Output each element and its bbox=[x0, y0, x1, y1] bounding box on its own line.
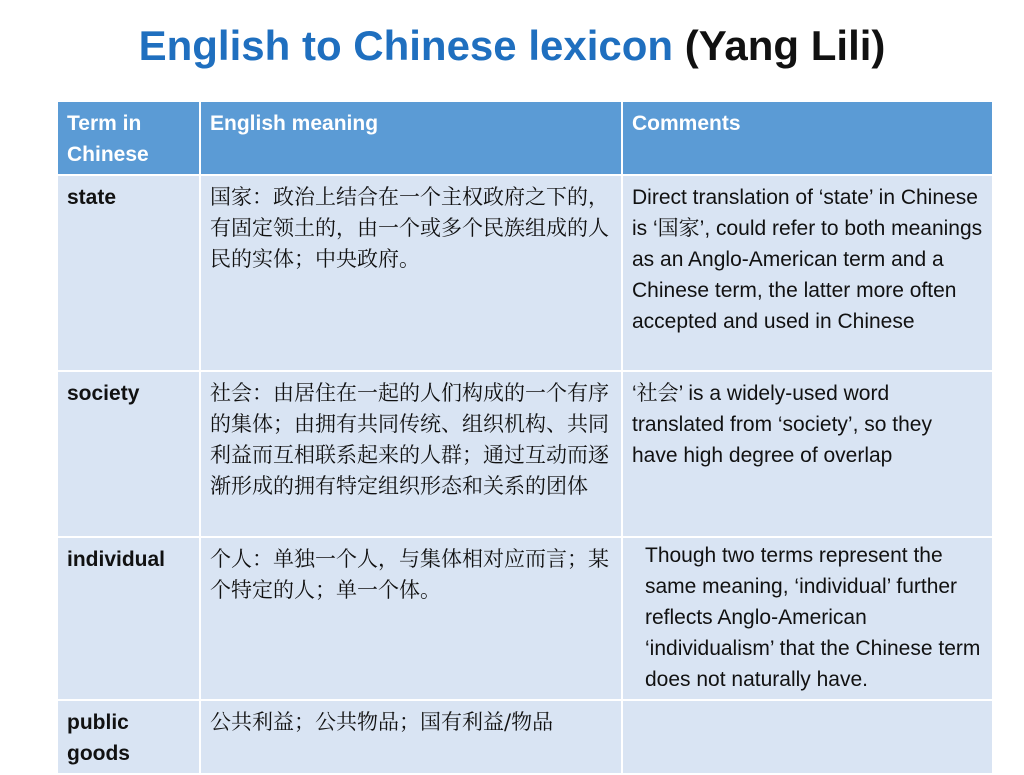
table-row bbox=[57, 700, 993, 774]
comment-cell: Though two terms represent the same meaning, ‘individual’ further reflects Anglo-American ‘individualism’ that the Chinese term does not naturally have. bbox=[622, 537, 993, 700]
title-author: (Yang Lili) bbox=[684, 22, 886, 69]
term-cell: public goods bbox=[57, 700, 200, 774]
meaning-cell: 个人：单独一个人，与集体相对应而言；某个特定的人；单一个体。 bbox=[200, 537, 622, 700]
table-row bbox=[57, 537, 993, 700]
comment-cell bbox=[622, 700, 993, 774]
meaning-cell: 国家：政治上结合在一个主权政府之下的，有固定领土的，由一个或多个民族组成的人民的实体；中央政府。 bbox=[200, 175, 622, 371]
term-cell: individual bbox=[57, 537, 200, 700]
term-cell: state bbox=[57, 175, 200, 371]
header-row bbox=[57, 101, 993, 175]
comment-cell: ‘社会’ is a widely-used word translated from ‘society’, so they have high degree of overlap bbox=[622, 371, 993, 537]
header-comments: Comments bbox=[622, 101, 993, 175]
table-row bbox=[57, 175, 993, 371]
header-meaning: English meaning bbox=[200, 101, 622, 175]
title-main: English to Chinese lexicon bbox=[138, 22, 674, 69]
header-term: Term in Chinese bbox=[57, 101, 200, 175]
table-row bbox=[57, 371, 993, 537]
slide-title bbox=[0, 18, 1024, 74]
term-cell: society bbox=[57, 371, 200, 537]
meaning-cell: 社会：由居住在一起的人们构成的一个有序的集体；由拥有共同传统、组织机构、共同利益而互相联系起来的人群；通过互动而逐渐形成的拥有特定组织形态和关系的团体 bbox=[200, 371, 622, 537]
meaning-cell: 公共利益；公共物品；国有利益/物品 bbox=[200, 700, 622, 774]
comment-cell: Direct translation of ‘state’ in Chinese is ‘国家’, could refer to both meanings as an Anglo-American term and a Chinese term, the latter more often accepted and used in Chinese bbox=[622, 175, 993, 371]
lexicon-table bbox=[56, 100, 994, 775]
